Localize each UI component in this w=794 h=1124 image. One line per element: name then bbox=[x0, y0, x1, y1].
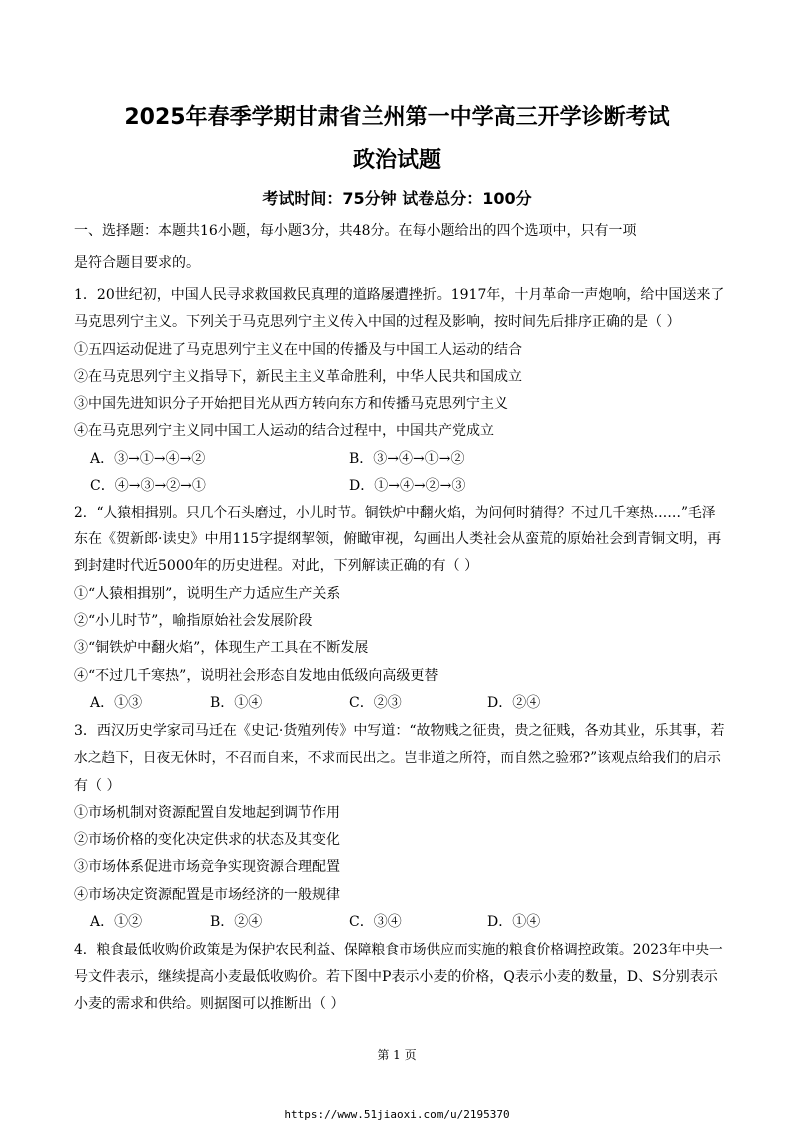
q1-option-d[interactable]: D．①→④→②→③ bbox=[349, 478, 466, 494]
q2-item: ③“铜铁炉中翻火焰”，体现生产工具在不断发展 bbox=[74, 640, 369, 656]
q1-stem-line-1: 1．20世纪初，中国人民寻求救国救民真理的道路屡遭挫折。1917年，十月革命一声炮响，给中国送来了 bbox=[74, 287, 725, 303]
q3-option-d[interactable]: D．①④ bbox=[487, 914, 541, 930]
q1-item: ②在马克思列宁主义指导下，新民主主义革命胜利，中华人民共和国成立 bbox=[74, 369, 522, 385]
exam-subject: 政治试题 bbox=[352, 148, 441, 173]
q4-stem-line-1: 4．粮食最低收购价政策是为保护农民利益、保障粮食市场供应而实施的粮食价格调控政策。2023年中央一 bbox=[74, 942, 723, 958]
q2-stem-line-2: 东在《贺新郎·读史》中用115字提纲挈领，俯瞰审视，勾画出人类社会从蛮荒的原始社会到青铜文明，再 bbox=[74, 531, 722, 547]
q3-stem-line-2: 水之趋下，日夜无休时，不召而自来，不求而民出之。岂非道之所符，而自然之验邪?”该观点给我们的启示 bbox=[74, 750, 721, 766]
q3-item: ②市场价格的变化决定供求的状态及其变化 bbox=[74, 832, 340, 848]
exam-title: 2025年春季学期甘肃省兰州第一中学高三开学诊断考试 bbox=[124, 105, 670, 130]
q2-stem-line-3: 到封建时代近5000年的历史进程。对此，下列解读正确的有（ ） bbox=[74, 558, 479, 574]
q4-stem-line-3: 小麦的需求和供给。则据图可以推断出（ ） bbox=[74, 996, 345, 1012]
q3-item: ③市场体系促进市场竞争实现资源合理配置 bbox=[74, 859, 340, 875]
q3-option-a[interactable]: A．①② bbox=[90, 914, 143, 930]
q1-item: ①五四运动促进了马克思列宁主义在中国的传播及与中国工人运动的结合 bbox=[74, 342, 522, 358]
exam-meta: 考试时间：75分钟 试卷总分：100分 bbox=[262, 189, 532, 208]
q2-option-b[interactable]: B．①④ bbox=[210, 695, 263, 711]
q3-option-c[interactable]: C．③④ bbox=[349, 914, 402, 930]
q1-item: ③中国先进知识分子开始把目光从西方转向东方和传播马克思列宁主义 bbox=[74, 396, 508, 412]
q1-option-b[interactable]: B．③→④→①→② bbox=[349, 451, 465, 467]
q2-stem-line-1: 2．“人猿相揖别。只几个石头磨过，小儿时节。铜铁炉中翻火焰，为问何时猜得？不过几千寒热……”毛泽 bbox=[74, 505, 716, 521]
q2-item: ④“不过几千寒热”，说明社会形态自发地由低级向高级更替 bbox=[74, 668, 439, 684]
watermark-link[interactable]: https://www.51jiaoxi.com/u/2195370 bbox=[284, 1108, 510, 1121]
q2-item: ①“人猿相揖别”，说明生产力适应生产关系 bbox=[74, 586, 341, 602]
q2-option-d[interactable]: D．②④ bbox=[487, 695, 541, 711]
q1-option-a[interactable]: A．③→①→④→② bbox=[90, 451, 206, 467]
q1-stem-line-2: 马克思列宁主义。下列关于马克思列宁主义传入中国的过程及影响，按时间先后排序正确的是（ ） bbox=[74, 314, 681, 330]
q4-stem-line-2: 号文件表示，继续提高小麦最低收购价。若下图中P表示小麦的价格，Q表示小麦的数量，D、S分别表示 bbox=[74, 969, 718, 985]
page-number: 第 1 页 bbox=[377, 1048, 417, 1062]
q1-option-c[interactable]: C．④→③→②→① bbox=[90, 478, 206, 494]
q2-item: ②“小儿时节”，喻指原始社会发展阶段 bbox=[74, 613, 313, 629]
section-instruction-line-1: 一、选择题：本题共16小题，每小题3分，共48分。在每小题给出的四个选项中，只有一项 bbox=[74, 223, 637, 239]
q2-option-c[interactable]: C．②③ bbox=[349, 695, 402, 711]
q3-option-b[interactable]: B．②④ bbox=[210, 914, 263, 930]
section-instruction-line-2: 是符合题目要求的。 bbox=[74, 255, 200, 271]
q3-stem-line-1: 3．西汉历史学家司马迁在《史记·货殖列传》中写道：“故物贱之征贵，贵之征贱，各劝其业，乐其事，若 bbox=[74, 723, 725, 739]
q3-item: ④市场决定资源配置是市场经济的一般规律 bbox=[74, 887, 340, 903]
q3-stem-line-3: 有（ ） bbox=[74, 778, 121, 794]
q1-item: ④在马克思列宁主义同中国工人运动的结合过程中，中国共产党成立 bbox=[74, 423, 494, 439]
q3-item: ①市场机制对资源配置自发地起到调节作用 bbox=[74, 805, 340, 821]
q2-option-a[interactable]: A．①③ bbox=[90, 695, 143, 711]
